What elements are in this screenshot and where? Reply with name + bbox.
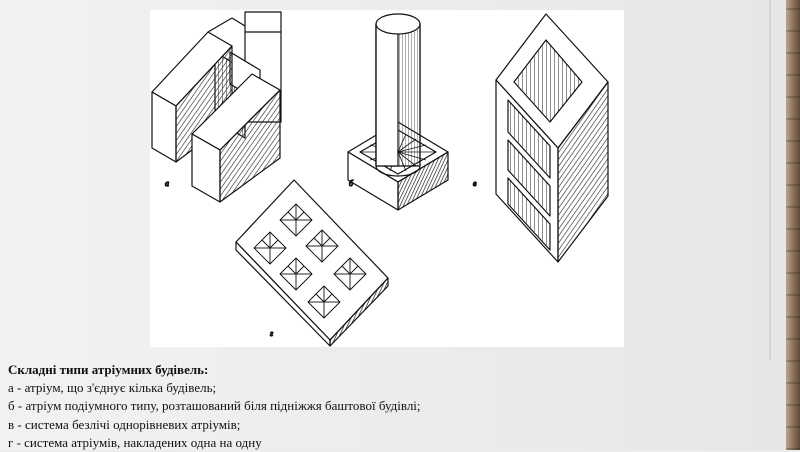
- slide-divider-line: [769, 0, 771, 360]
- panel-label-b: б: [349, 179, 354, 188]
- figure-caption: [8, 361, 768, 452]
- panel-label-a: а: [165, 179, 169, 188]
- panel-label-d: г: [270, 329, 274, 338]
- drawing-d-overlaid-atriums: [236, 180, 388, 346]
- atrium-types-drawing: [150, 10, 624, 347]
- panel-label-c: в: [473, 179, 477, 188]
- drawing-b-podium-atrium: [348, 14, 448, 210]
- caption-line-b: б - атріум подіумного типу, розташований біля підніжжя баштової будівлі;: [8, 398, 421, 414]
- figure-panel: [150, 10, 624, 347]
- brick-wall-edge-image: [786, 0, 800, 450]
- caption-line-d: г - система атріумів, накладених одна на одну: [8, 434, 262, 450]
- drawing-c-stacked-atriums: [473, 14, 608, 262]
- caption-line-c: в - система безлічі однорівневих атріумів;: [8, 416, 241, 432]
- caption-line-a: а - атріум, що з'єднує кілька будівель;: [8, 380, 217, 396]
- caption-title: Складні типи атріумних будівель:: [8, 362, 209, 377]
- drawing-a-linked-buildings: [152, 12, 281, 202]
